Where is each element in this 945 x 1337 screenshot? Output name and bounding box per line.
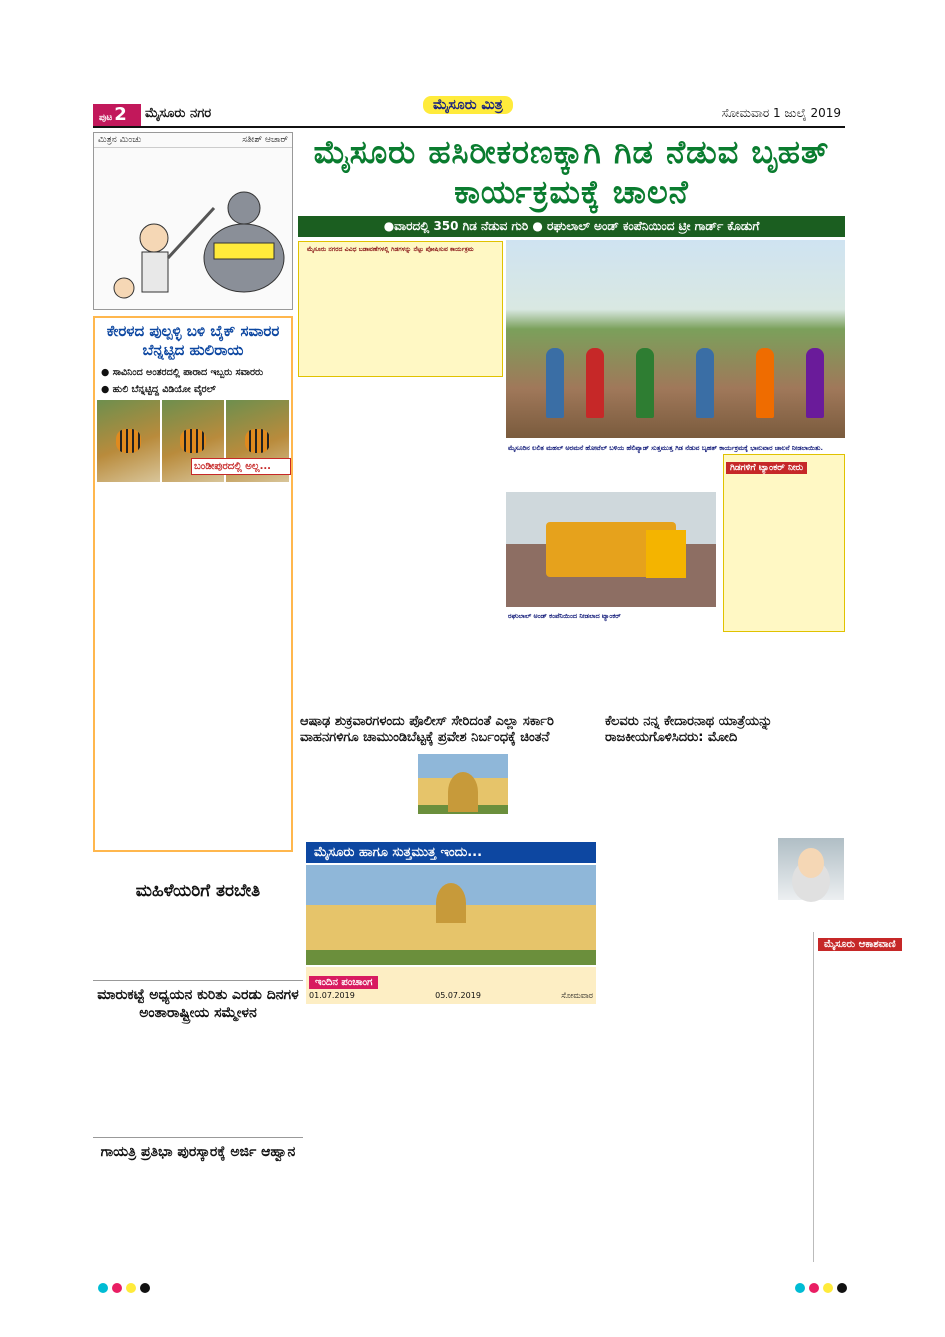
registration-mark <box>795 1283 805 1293</box>
cartoon-title: ಮಿತ್ರನ ಮಿಂಚು <box>98 135 142 145</box>
main-column <box>298 132 896 1000</box>
registration-mark <box>809 1283 819 1293</box>
palace-photo <box>306 865 596 965</box>
newspaper-page <box>93 97 896 1272</box>
tanker-caption: ರಘುಲಾಲ್ ಅಂಡ್ ಕಂಪೆನಿಯಿಂದ ನೀಡಲಾದ ಟ್ಯಾಂಕರ್ <box>508 612 621 620</box>
akashvani-title: ಮೈಸೂರು ಆಕಾಶವಾಣಿ <box>818 938 902 951</box>
tiger-subhead-2: ● ಹುಲಿ ಬೆನ್ನಟ್ಟಿದ್ದ ವಿಡಿಯೋ ವೈರಲ್ <box>101 384 216 395</box>
sidebox-title: ಗಿಡಗಳಿಗೆ ಟ್ಯಾಂಕರ್ ನೀರು <box>726 462 807 474</box>
registration-mark <box>112 1283 122 1293</box>
panchanga-date-end: 05.07.2019 <box>435 991 481 1000</box>
tiger-headline: ಕೇರಳದ ಪುಲ್ಪಳ್ಳಿ ಬಳಿ ಬೈಕ್ ಸವಾರರ ಬೆನ್ನಟ್ಟಿದ ಹುಲಿರಾಯ <box>95 318 291 364</box>
registration-mark <box>823 1283 833 1293</box>
registration-mark <box>140 1283 150 1293</box>
masthead <box>93 97 845 128</box>
ashada-story <box>298 712 598 748</box>
tanker-sidebox <box>723 454 845 632</box>
tiger-inset-title: ಬಂಡೀಪುರದಲ್ಲಿ ಅಲ್ಲ... <box>191 458 291 475</box>
training-body <box>93 902 303 977</box>
left-lower-stories <box>93 880 303 1233</box>
conference-headline: ಮಾರುಕಟ್ಟೆ ಅಧ್ಯಯನ ಕುರಿತು ಎರಡು ದಿನಗಳ ಅಂತಾರಾಷ್ಟ್ರೀಯ ಸಮ್ಮೇಳನ <box>97 987 299 1021</box>
paper-logo: ಮೈಸೂರು ಮಿತ್ರ <box>423 96 513 114</box>
tiger-subhead-1: ● ಸಾವಿನಿಂದ ಅಂತರದಲ್ಲಿ ಪಾರಾದ ಇಬ್ಬರು ಸವಾರರು <box>101 367 264 378</box>
panchanga-title: ಇಂದಿನ ಪಂಚಾಂಗ <box>309 976 378 989</box>
award-body <box>93 1163 303 1233</box>
page-number: ಪುಟ 2 <box>93 104 141 126</box>
lead-photo <box>506 240 845 438</box>
cartoon-drawing <box>94 148 292 308</box>
lead-box <box>298 241 503 377</box>
akashvani-schedule <box>813 932 945 1262</box>
cartoon-artist: ಸತೀಶ್ ಆಚಾರ್ <box>242 135 288 145</box>
ashada-headline: ಆಷಾಢ ಶುಕ್ರವಾರಗಳಂದು ಪೊಲೀಸ್ ಸೇರಿದಂತೆ ಎಲ್ಲಾ ಸರ್ಕಾರಿ ವಾಹನಗಳಿಗೂ ಚಾಮುಂಡಿಬೆಟ್ಟಕ್ಕೆ ಪ್ರವೇಶ ನಿರ್ಬಂಧಕ್ಕೆ ಚಿಂತನೆ <box>300 714 554 745</box>
panchanga-weekday: ಸೋಮವಾರ <box>561 991 593 1000</box>
award-headline: ಗಾಯತ್ರಿ ಪ್ರತಿಭಾ ಪುರಸ್ಕಾರಕ್ಕೆ ಅರ್ಜಿ ಆಹ್ವಾನ <box>100 1144 296 1160</box>
dateline: ಸೋಮವಾರ 1 ಜುಲೈ 2019 <box>721 106 841 120</box>
panchanga <box>306 967 596 1004</box>
cartoon <box>93 132 293 310</box>
tiger-body <box>95 484 291 852</box>
modi-headline: ಕೆಲವರು ನನ್ನ ಕೇದಾರನಾಥ ಯಾತ್ರೆಯನ್ನು ರಾಜಕೀಯಗೊಳಿಸಿದರು: ಮೋದಿ <box>605 714 773 745</box>
left-column <box>93 132 293 852</box>
training-headline: ಮಹಿಳೆಯರಿಗೆ ತರಬೇತಿ <box>135 881 261 901</box>
tiger-story <box>93 316 293 852</box>
lead-deck: ●ವಾರದಲ್ಲಿ 350 ಗಿಡ ನೆಡುವ ಗುರಿ ● ರಘುಲಾಲ್ ಅಂಡ್ ಕಂಪೆನಿಯಿಂದ ಟ್ರೀ ಗಾರ್ಡ್ ಕೊಡುಗೆ <box>298 216 845 237</box>
mysuru-today-header: ಮೈಸೂರು ಹಾಗೂ ಸುತ್ತಮುತ್ತ ಇಂದು... <box>306 842 596 863</box>
modi-photo <box>778 838 844 900</box>
chamundi-photo <box>418 754 508 814</box>
lead-photo-caption: ಮೈಸೂರಿನ ಲಲಿತ ಮಹಲ್ ಅರಮನೆ ಹೋಟೆಲ್ ಬಳಿಯ ಹೆಲಿಪ್ಯಾಡ್ ಸುತ್ತಮುತ್ತ ಗಿಡ ನೆಡುವ ಬೃಹತ್ ಕಾರ್ಯಕ್ರಮಕ್ಕೆ ಭಾನುವಾರ ಚಾಲನೆ ನೀಡಲಾಯಿತು. <box>508 444 823 452</box>
lead-headline: ಮೈಸೂರು ಹಸಿರೀಕರಣಕ್ಕಾಗಿ ಗಿಡ ನೆಡುವ ಬೃಹತ್ ಕಾರ್ಯಕ್ರಮಕ್ಕೆ ಚಾಲನೆ <box>313 133 830 211</box>
registration-mark <box>98 1283 108 1293</box>
panchanga-date-start: 01.07.2019 <box>309 991 355 1000</box>
tanker-photo <box>506 492 716 607</box>
lead-box-text: ಮೈಸೂರು ನಗರದ ವಿವಿಧ ಬಡಾವಣೆಗಳಲ್ಲಿ ಗಿಡಗಳನ್ನು ನೆಟ್ಟು ಪೋಷಿಸುವ ಕಾರ್ಯಕ್ರಮ <box>307 246 474 253</box>
events-list <box>306 1004 596 1239</box>
section-title: ಮೈಸೂರು ನಗರ <box>145 106 212 121</box>
modi-story <box>603 712 845 748</box>
conference-body <box>93 1024 303 1134</box>
mysuru-today <box>306 842 596 1267</box>
registration-mark <box>126 1283 136 1293</box>
registration-mark <box>837 1283 847 1293</box>
